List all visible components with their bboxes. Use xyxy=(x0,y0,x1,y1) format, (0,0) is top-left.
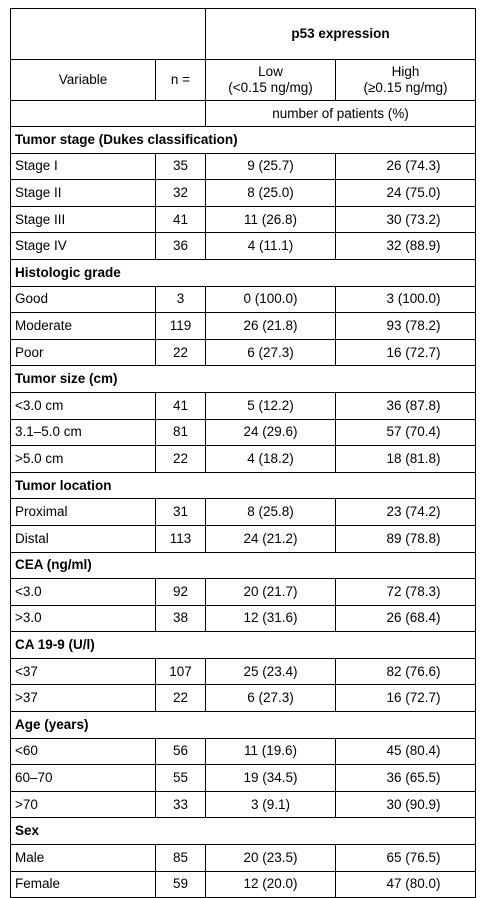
row-n: 119 xyxy=(156,313,206,340)
table-row xyxy=(11,446,476,473)
table-row xyxy=(11,738,476,765)
row-n: 41 xyxy=(156,206,206,233)
row-n: 31 xyxy=(156,499,206,526)
row-high: 93 (78.2) xyxy=(336,313,476,340)
row-n: 36 xyxy=(156,233,206,260)
row-label: <37 xyxy=(11,658,156,685)
header-n: n = xyxy=(156,60,206,101)
section-header-row xyxy=(11,127,476,154)
row-label: >37 xyxy=(11,685,156,712)
row-low: 3 (9.1) xyxy=(206,791,336,818)
row-low: 20 (21.7) xyxy=(206,579,336,606)
row-label: 3.1–5.0 cm xyxy=(11,419,156,446)
row-label: Stage III xyxy=(11,206,156,233)
section-header-row xyxy=(11,712,476,739)
table-row xyxy=(11,419,476,446)
row-low: 6 (27.3) xyxy=(206,685,336,712)
table-row xyxy=(11,233,476,260)
row-label: Female xyxy=(11,871,156,898)
row-n: 22 xyxy=(156,685,206,712)
row-high: 24 (75.0) xyxy=(336,180,476,207)
row-n: 92 xyxy=(156,579,206,606)
row-low: 11 (26.8) xyxy=(206,206,336,233)
row-low: 24 (29.6) xyxy=(206,419,336,446)
table-row xyxy=(11,339,476,366)
row-label: Poor xyxy=(11,339,156,366)
row-n: 33 xyxy=(156,791,206,818)
row-low: 19 (34.5) xyxy=(206,765,336,792)
table-row xyxy=(11,845,476,872)
row-label: >5.0 cm xyxy=(11,446,156,473)
section-title: Tumor stage (Dukes classification) xyxy=(11,127,476,154)
table-row xyxy=(11,791,476,818)
section-header-row xyxy=(11,632,476,659)
row-n: 3 xyxy=(156,286,206,313)
row-label: Male xyxy=(11,845,156,872)
section-title: Histologic grade xyxy=(11,259,476,286)
row-low: 0 (100.0) xyxy=(206,286,336,313)
row-n: 113 xyxy=(156,525,206,552)
table-row xyxy=(11,392,476,419)
row-high: 36 (65.5) xyxy=(336,765,476,792)
row-high: 30 (73.2) xyxy=(336,206,476,233)
row-n: 59 xyxy=(156,871,206,898)
row-high: 47 (80.0) xyxy=(336,871,476,898)
table-row xyxy=(11,685,476,712)
section-header-row xyxy=(11,552,476,579)
section-header-row xyxy=(11,366,476,393)
row-high: 82 (76.6) xyxy=(336,658,476,685)
section-header-row xyxy=(11,818,476,845)
row-label: Good xyxy=(11,286,156,313)
title-blank-cell xyxy=(11,9,206,60)
row-label: Stage I xyxy=(11,153,156,180)
row-n: 55 xyxy=(156,765,206,792)
section-header-row xyxy=(11,259,476,286)
row-high: 36 (87.8) xyxy=(336,392,476,419)
row-label: Stage II xyxy=(11,180,156,207)
row-label: Distal xyxy=(11,525,156,552)
row-n: 32 xyxy=(156,180,206,207)
row-low: 9 (25.7) xyxy=(206,153,336,180)
row-low: 24 (21.2) xyxy=(206,525,336,552)
row-high: 32 (88.9) xyxy=(336,233,476,260)
table-row xyxy=(11,153,476,180)
header-variable: Variable xyxy=(11,60,156,101)
header-low-line2: (<0.15 ng/mg) xyxy=(228,80,313,95)
row-low: 12 (31.6) xyxy=(206,605,336,632)
row-low: 25 (23.4) xyxy=(206,658,336,685)
row-high: 65 (76.5) xyxy=(336,845,476,872)
row-n: 81 xyxy=(156,419,206,446)
column-header-row xyxy=(11,60,476,101)
table-row xyxy=(11,499,476,526)
row-label: <3.0 cm xyxy=(11,392,156,419)
row-high: 26 (74.3) xyxy=(336,153,476,180)
table-row xyxy=(11,871,476,898)
header-high xyxy=(336,60,476,101)
row-low: 12 (20.0) xyxy=(206,871,336,898)
table-row xyxy=(11,180,476,207)
row-label: Moderate xyxy=(11,313,156,340)
section-title: CEA (ng/ml) xyxy=(11,552,476,579)
row-low: 4 (11.1) xyxy=(206,233,336,260)
table-row xyxy=(11,313,476,340)
section-title: Tumor size (cm) xyxy=(11,366,476,393)
row-n: 38 xyxy=(156,605,206,632)
header-low xyxy=(206,60,336,101)
section-title: CA 19-9 (U/l) xyxy=(11,632,476,659)
table-row xyxy=(11,579,476,606)
row-low: 5 (12.2) xyxy=(206,392,336,419)
row-n: 22 xyxy=(156,446,206,473)
p53-expression-table xyxy=(10,8,476,898)
row-n: 22 xyxy=(156,339,206,366)
row-high: 3 (100.0) xyxy=(336,286,476,313)
row-label: Stage IV xyxy=(11,233,156,260)
table-row xyxy=(11,286,476,313)
row-high: 16 (72.7) xyxy=(336,339,476,366)
row-low: 26 (21.8) xyxy=(206,313,336,340)
row-high: 26 (68.4) xyxy=(336,605,476,632)
row-high: 45 (80.4) xyxy=(336,738,476,765)
row-n: 41 xyxy=(156,392,206,419)
header-low-line1: Low xyxy=(258,64,283,79)
header-high-line1: High xyxy=(391,64,420,79)
row-high: 23 (74.2) xyxy=(336,499,476,526)
section-title: Sex xyxy=(11,818,476,845)
row-low: 8 (25.8) xyxy=(206,499,336,526)
row-high: 18 (81.8) xyxy=(336,446,476,473)
row-label: >3.0 xyxy=(11,605,156,632)
unit-note-row xyxy=(11,101,476,127)
section-header-row xyxy=(11,472,476,499)
row-label: Proximal xyxy=(11,499,156,526)
row-label: 60–70 xyxy=(11,765,156,792)
row-high: 89 (78.8) xyxy=(336,525,476,552)
section-title: Tumor location xyxy=(11,472,476,499)
row-low: 20 (23.5) xyxy=(206,845,336,872)
title-row xyxy=(11,9,476,60)
unit-note: number of patients (%) xyxy=(206,101,476,127)
row-high: 30 (90.9) xyxy=(336,791,476,818)
row-high: 57 (70.4) xyxy=(336,419,476,446)
row-high: 72 (78.3) xyxy=(336,579,476,606)
table-row xyxy=(11,525,476,552)
row-label: <3.0 xyxy=(11,579,156,606)
table-row xyxy=(11,605,476,632)
table-row xyxy=(11,765,476,792)
row-low: 4 (18.2) xyxy=(206,446,336,473)
row-n: 107 xyxy=(156,658,206,685)
row-label: <60 xyxy=(11,738,156,765)
row-n: 56 xyxy=(156,738,206,765)
row-high: 16 (72.7) xyxy=(336,685,476,712)
row-low: 6 (27.3) xyxy=(206,339,336,366)
section-title: Age (years) xyxy=(11,712,476,739)
table-row xyxy=(11,206,476,233)
unit-note-blank-cell xyxy=(11,101,206,127)
row-n: 35 xyxy=(156,153,206,180)
group-title: p53 expression xyxy=(206,9,476,60)
table-row xyxy=(11,658,476,685)
row-n: 85 xyxy=(156,845,206,872)
row-low: 11 (19.6) xyxy=(206,738,336,765)
header-high-line2: (≥0.15 ng/mg) xyxy=(363,80,448,95)
row-low: 8 (25.0) xyxy=(206,180,336,207)
row-label: >70 xyxy=(11,791,156,818)
